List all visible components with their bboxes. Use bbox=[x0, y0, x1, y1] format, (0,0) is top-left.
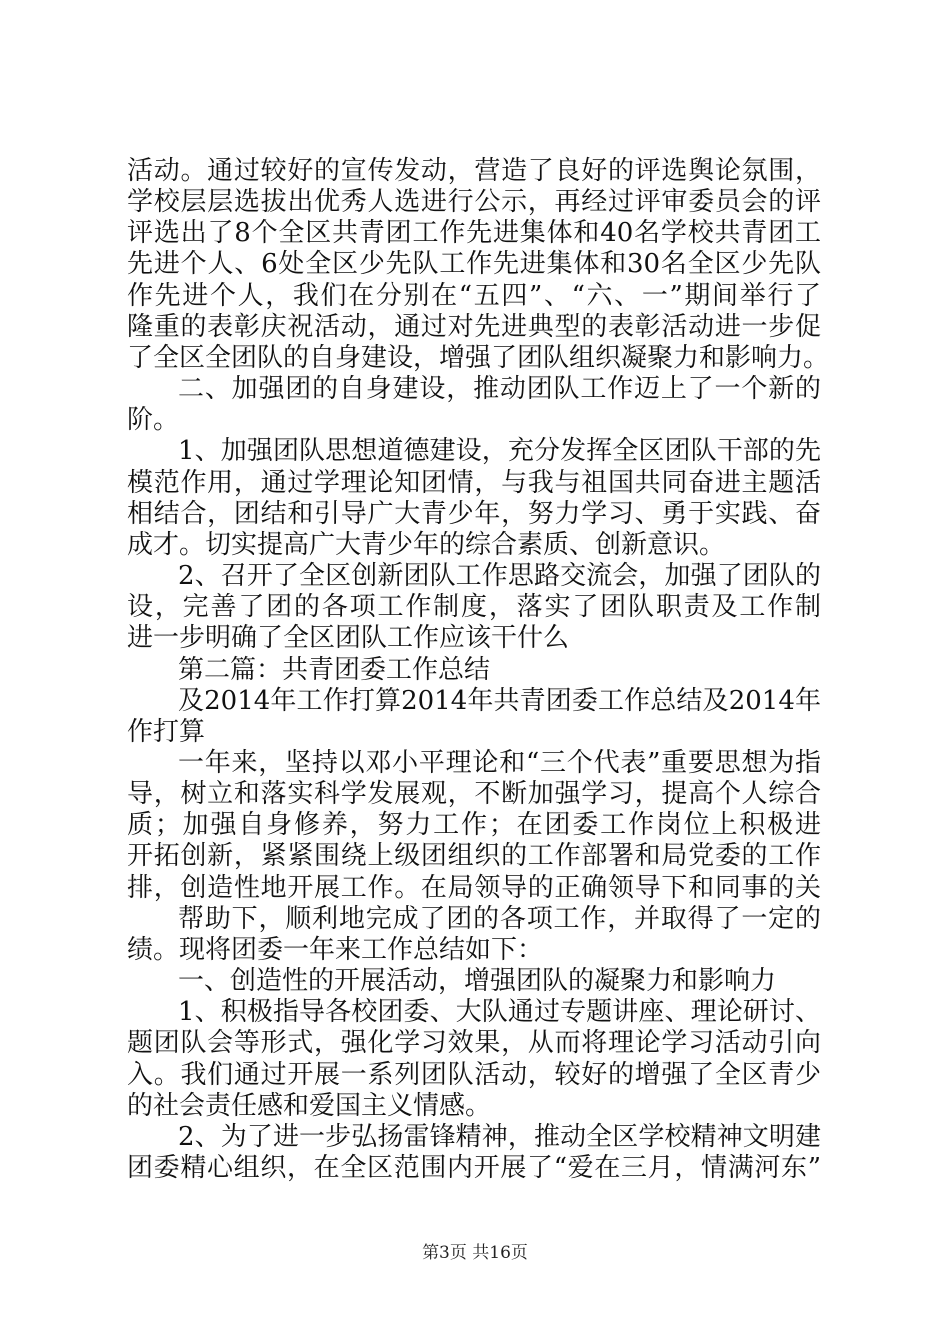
text-line: 模范作用，通过学理论知团情，与我与祖国共同奋进主题活 bbox=[127, 468, 821, 498]
text-line: 团委精心组织，在全区范围内开展了“爱在三月，情满河东” bbox=[127, 1153, 821, 1183]
text-line: 评选出了8个全区共青团工作先进集体和40名学校共青团工 bbox=[127, 218, 821, 248]
text-line: 作打算 bbox=[127, 717, 206, 747]
text-line: 一、创造性的开展活动，增强团队的凝聚力和影响力 bbox=[178, 966, 777, 996]
text-line: 相结合，团结和引导广大青少年，努力学习、勇于实践、奋 bbox=[127, 499, 821, 529]
text-line: 2、召开了全区创新团队工作思路交流会，加强了团队的 bbox=[178, 561, 821, 591]
page-footer: 第3页 共16页 bbox=[422, 1243, 528, 1263]
text-line: 二、加强团的自身建设，推动团队工作迈上了一个新的 bbox=[178, 374, 821, 404]
text-line: 学校层层选拔出优秀人选进行公示，再经过评审委员会的评 bbox=[127, 187, 821, 217]
text-line: 的社会责任感和爱国主义情感。 bbox=[127, 1091, 492, 1121]
text-line: 成才。切实提高广大青少年的综合素质、创新意识。 bbox=[127, 530, 726, 560]
text-line: 导，树立和落实科学发展观，不断加强学习，提高个人综合 bbox=[127, 779, 821, 809]
text-line: 开拓创新，紧紧围绕上级团组织的工作部署和局党委的工作 bbox=[127, 841, 821, 871]
text-line: 排，创造性地开展工作。在局领导的正确领导下和同事的关 bbox=[127, 873, 821, 903]
text-line: 作先进个人，我们在分别在“五四”、“六、一”期间举行了 bbox=[127, 281, 821, 311]
text-line: 进一步明确了全区团队工作应该干什么 bbox=[127, 623, 570, 653]
text-line: 活动。通过较好的宣传发动，营造了良好的评选舆论氛围， bbox=[127, 156, 821, 186]
text-line: 及2014年工作打算2014年共青团委工作总结及2014年 bbox=[178, 686, 821, 716]
text-line: 入。我们通过开展一系列团队活动，较好的增强了全区青少 bbox=[127, 1060, 821, 1090]
text-line: 1、加强团队思想道德建设，充分发挥全区团队干部的先 bbox=[178, 436, 821, 466]
text-line: 题团队会等形式，强化学习效果，从而将理论学习活动引向 bbox=[127, 1028, 821, 1058]
text-line: 了全区全团队的自身建设，增强了团队组织凝聚力和影响力。 bbox=[127, 343, 830, 373]
text-line: 第二篇：共青团委工作总结 bbox=[178, 655, 491, 685]
text-line: 设，完善了团的各项工作制度，落实了团队职责及工作制 bbox=[127, 592, 821, 622]
text-line: 隆重的表彰庆祝活动，通过对先进典型的表彰活动进一步促 bbox=[127, 312, 821, 342]
text-line: 先进个人、6处全区少先队工作先进集体和30名全区少先队 bbox=[127, 249, 821, 279]
text-line: 阶。 bbox=[127, 405, 180, 435]
text-line: 1、积极指导各校团委、大队通过专题讲座、理论研讨、 bbox=[178, 997, 821, 1027]
text-line: 质；加强自身修养，努力工作；在团委工作岗位上积极进 bbox=[127, 810, 821, 840]
text-line: 一年来，坚持以邓小平理论和“三个代表”重要思想为指 bbox=[178, 748, 821, 778]
text-line: 帮助下，顺利地完成了团的各项工作，并取得了一定的 bbox=[178, 904, 821, 934]
text-line: 2、为了进一步弘扬雷锋精神，推动全区学校精神文明建 bbox=[178, 1122, 821, 1152]
text-line: 绩。现将团委一年来工作总结如下： bbox=[127, 935, 544, 965]
